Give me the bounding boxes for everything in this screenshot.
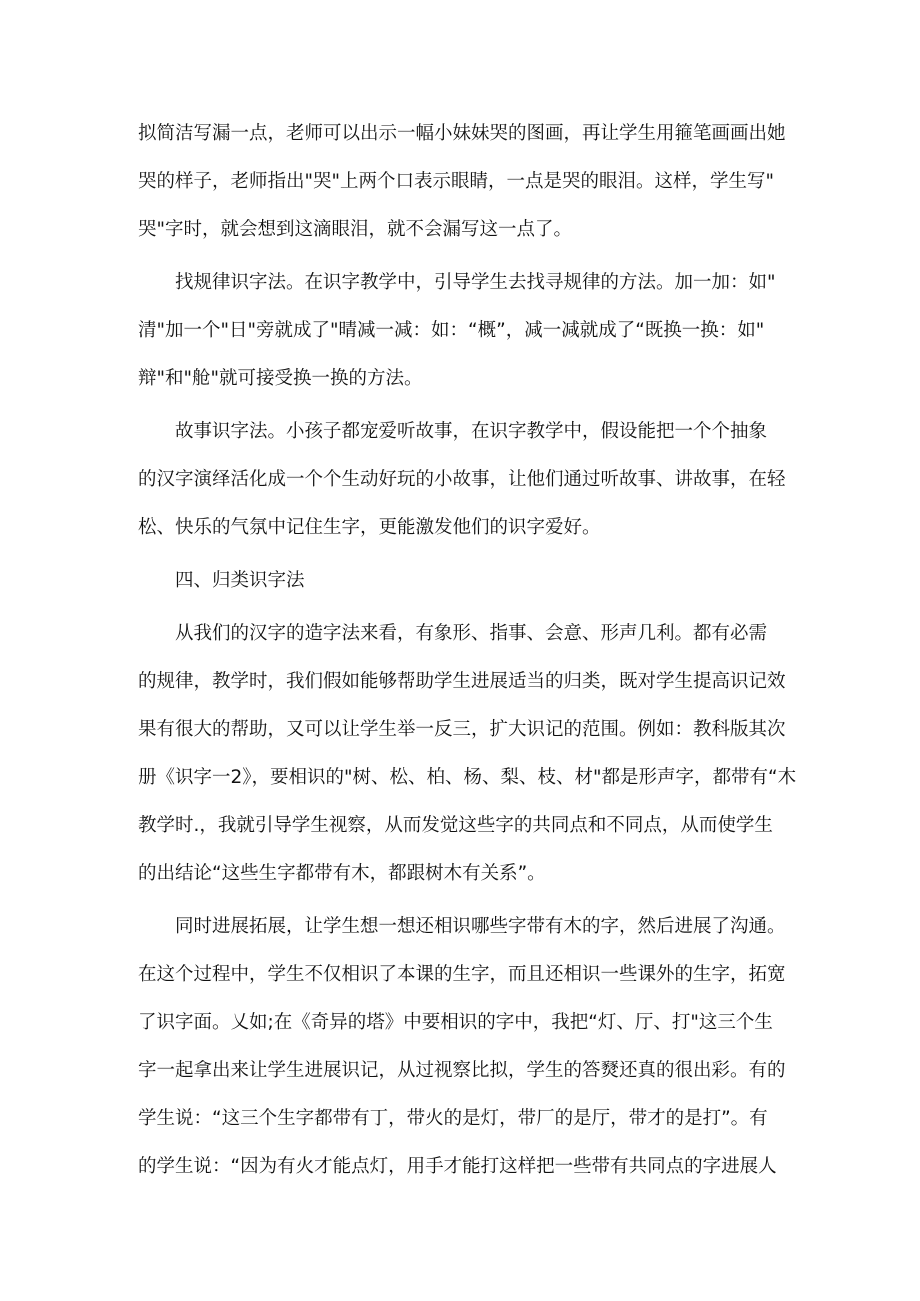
- text-line: 果有很大的帮助，又可以让学生举一反三，扩大识记的范围。例如：教科版其次: [138, 719, 786, 740]
- heading-line: 四、归类识字法: [175, 570, 305, 591]
- text-line: 同时进展拓展，让学生想一想还相识哪些字带有木的字，然后进展了沟通。: [175, 916, 786, 937]
- paragraph-1: [138, 110, 792, 254]
- text-line: 学生说：“这三个生字都带有丁，带火的是灯，带厂的是厅，带才的是打”。有: [138, 1108, 768, 1129]
- text-line: 哭"字时，就会想到这滴眼泪，就不会漏写这一点了。: [138, 219, 573, 240]
- paragraph-2: [138, 259, 792, 403]
- text-line: 找规律识字法。在识字教学中，引导学生去找寻规律的方法。加一加：如": [175, 272, 776, 293]
- text-line: 松、快乐的气氛中记住生字，更能激发他们的识字爱好。: [138, 517, 601, 538]
- section-heading: [138, 557, 792, 605]
- text-line: 辩"和"舱"就可接受换一换的方法。: [138, 368, 423, 389]
- document-body: [138, 110, 797, 1196]
- text-line: 清"加一个"日"旁就成了"晴减一减：如：“概”，减一减就成了“既换一换：如": [138, 320, 765, 341]
- text-line: 的汉字演绎活化成一个个生动好玩的小故事，让他们通过听故事、讲故事，在轻: [138, 469, 786, 490]
- text-line: 字一起拿出来让学生进展识记，从过视察比拟，学生的答燹还真的很出彩。有的: [138, 1060, 786, 1081]
- text-line: 哭的样子，老师指出"哭"上两个口表示眼睛，一点是哭的眼泪。这样，学生写": [138, 171, 775, 192]
- paragraph-6: [138, 903, 792, 1191]
- text-line: 的出结论“这些生字都带有木，都跟树木有关系”。: [138, 863, 546, 884]
- text-line: 在这个过程中，学生不仅相识了本课的生字，而且还相识一些课外的生字，拓宽: [138, 964, 786, 985]
- text-line: 故事识字法。小孩子都宠爱听故事，在识字教学中，假设能把一个个抽象: [175, 421, 768, 442]
- text-line: 从我们的汉字的造字法来看，有象形、指事、会意、形声几利。都有必需: [175, 623, 768, 644]
- text-line: 教学时.，我就引导学生视察，从而发觉这些字的共同点和不同点，从而使学生: [138, 815, 773, 836]
- text-line: 了识字面。乂如;在《奇异的塔》中要相识的字中，我把“灯、厅、打"这三个生: [138, 1012, 773, 1033]
- text-line: 的学生说：“因为有火才能点灯，用手才能打这样把一些带有共同点的字进展人: [138, 1156, 777, 1177]
- text-line: 拟简洁写漏一点，老师可以出示一幅小妹妹哭的图画，再让学生用箍笔画画出她: [138, 123, 786, 144]
- text-line: 的规律，教学时，我们假如能够帮助学生进展适当的归类，既对学生提高识记效: [138, 671, 786, 692]
- paragraph-5: [138, 610, 797, 898]
- paragraph-3: [138, 408, 792, 552]
- text-line: 册《识字一2》，要相识的"树、松、柏、杨、梨、枝、材"都是形声字，都带有“木: [138, 767, 797, 788]
